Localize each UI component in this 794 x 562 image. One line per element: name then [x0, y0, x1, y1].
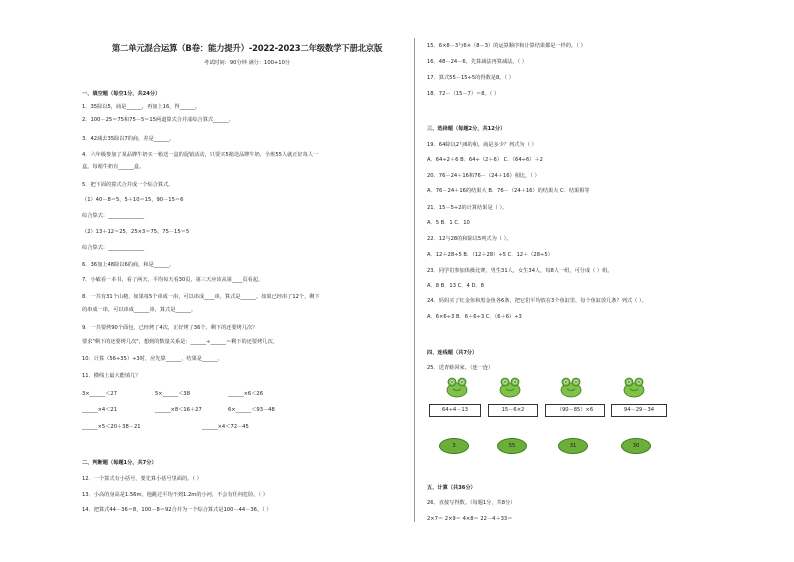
question-14: 14．把算式44－36＝8，100－8＝92合并为一个综合算式是100－44－36。（ ）: [82, 507, 272, 513]
question-18: 18．72－（15－7）＝8。（ ）: [427, 91, 500, 97]
question-25: 25．送青蛙回家。（连一连）: [427, 365, 494, 371]
question-12: 12．一个算式有小括号，要先算小括号里面的。（ ）: [82, 476, 202, 482]
question-11-item: 6×______＜93－48: [228, 407, 275, 413]
lily-pad: 55: [497, 438, 527, 454]
question-20: 20．76－24＋16和76－（24＋16）相比，（ ）: [427, 173, 540, 179]
frog-icon: [444, 376, 470, 398]
section-true-false: 二、判断题（每题1分，共7分）: [82, 460, 157, 466]
question-11-item: ______×4＜21: [82, 407, 117, 413]
lily-pad: 3: [439, 438, 469, 454]
question-16: 16．48－24－6，先算减法再算减法。（ ）: [427, 59, 527, 65]
frog-icon: [621, 376, 647, 398]
question-13: 13．小高的身高是1.56m，他跳过平均不到1.2m的小河，不会有任何危险。（ ）: [82, 492, 268, 498]
section-choice: 三、选择题（每题2分，共12分）: [427, 126, 506, 132]
lily-pad: 30: [621, 438, 651, 454]
question-26: 26．直接写得数。（每题1分，共8分）: [427, 500, 516, 506]
expression-box: 15－6×2: [488, 404, 538, 417]
question-8-line2: 的串成一串，可以串成______串，算式是______。: [82, 307, 197, 313]
question-11-item: 5×______＜38: [155, 391, 190, 397]
question-17: 17．算式55－15÷5的得数是8。（ ）: [427, 75, 514, 81]
question-5b: （2）13＋12＝25，25×3＝75，75－15＝5: [82, 229, 190, 235]
question-5a-answer: 综合算式：______________: [82, 213, 145, 219]
question-9-line2: 要求"剩下的还要烤几次"，想到的数量关系是：______÷______＝剩下的还要烤几次。: [82, 339, 278, 345]
question-23: 23．同学们参加体操比赛，男生31人，女生34人，每8人一组，可分成（ ）组。: [427, 268, 613, 274]
question-11: 11．横线上最大能填几？: [82, 373, 141, 379]
question-24-options: A．6×6÷3 B．6＋6÷3 C．（6＋6）÷3: [427, 314, 522, 320]
question-11-item: ______×6＜26: [228, 391, 263, 397]
page-subtitle: 考试时间：90分钟 满分：100+10分: [203, 60, 291, 66]
frog-icon: [497, 376, 523, 398]
expression-box: 94－29－34: [611, 404, 667, 417]
question-1: 1．35除以5，商是______，再加上16，得______。: [82, 104, 201, 110]
question-6: 6．36加上48除以6的商，和是______。: [82, 262, 175, 268]
question-23-options: A．8 B．13 C．4 D．8: [427, 283, 484, 289]
question-11-item: ______×5＜20＋38－21: [82, 424, 141, 430]
question-19-options: A．64÷2＋6 B．64÷（2＋6） C．（64÷6）＋2: [427, 157, 543, 163]
question-11-item: ______×4＜72－45: [202, 424, 249, 430]
question-4-line2: 盒。每箱牛奶有______盒。: [82, 164, 145, 170]
question-15: 15．6×8－3与6×（8－3）的运算顺序和计算结果都是一样的。（ ）: [427, 43, 586, 49]
question-22-options: A．12＋28÷5 B．（12＋28）÷5 C．12＋（28÷5）: [427, 252, 553, 258]
section-fill-blank: 一、填空题（每空1分，共24分）: [82, 91, 161, 97]
question-21-options: A．5 B．1 C．10: [427, 220, 470, 226]
question-8-line1: 8．一共有31个山楂，如果每5个串成一串，可以串成____串，算式是______。如果已经串了12个，剩下: [82, 294, 320, 300]
section-matching: 四、连线题（共7分）: [427, 350, 478, 356]
question-26-row: 2×7＝ 2×9＝ 4×8＝ 22－4＋33＝: [427, 516, 513, 522]
expression-box: （90－85）×6: [545, 404, 605, 417]
section-calculation: 五、计算（共36分）: [427, 485, 476, 491]
question-19: 19．64除以2与6的和，商是多少？列式为（ ）: [427, 142, 537, 148]
question-5b-answer: 综合算式：______________: [82, 245, 145, 251]
lily-pad: 31: [558, 438, 588, 454]
question-11-item: 3×______＜27: [82, 391, 117, 397]
expression-box: 64÷4－13: [429, 404, 481, 417]
question-4-line1: 4．六年级参加了某品牌牛奶买一箱送一盒的促销活动，只要买5箱送品牌牛奶，全班55人就正好每人一: [82, 152, 319, 158]
question-10: 10．计算（56÷35）÷3时，应先算______，结果是______。: [82, 356, 223, 362]
question-7: 7．小敏看一本书，看了两天，平均每天看30页，第三天应该从第____页看起。: [82, 277, 264, 283]
question-20-options: A．76－24＋16的结果大 B．76－（24＋16）的结果大 C．结果相等: [427, 188, 590, 194]
question-2: 2．100－25＝75和75－5＝15两道算式合并成综合算式______。: [82, 117, 234, 123]
frog-icon: [558, 376, 584, 398]
page-title: 第二单元混合运算（B卷：能力提升）-2022-2023二年级数学下册北京版: [111, 43, 383, 53]
question-11-item: ______×8＜16＋27: [155, 407, 202, 413]
question-3: 3．42减去35除以7的商，差是______。: [82, 136, 175, 142]
question-5a: （1）40－8＝5，5＋10＝15，90－15＝6: [82, 197, 184, 203]
question-5: 5．把下面的算式合并成一个综合算式。: [82, 182, 174, 188]
question-9-line1: 9．一共要烤90个面包，已经烤了4次，正好烤了36个。剩下的还要烤几次？: [82, 325, 258, 331]
column-divider: [414, 38, 415, 522]
question-22: 22．12与28的和除以5列式为（ ）。: [427, 236, 512, 242]
question-24: 24．妈妈买了红金鱼和黑金鱼各6条，把它们平均放在3个鱼缸里，每个鱼缸放几条？列式（ ）。: [427, 298, 647, 304]
question-21: 21．15－5÷2的计算结果是（ ）。: [427, 205, 508, 211]
